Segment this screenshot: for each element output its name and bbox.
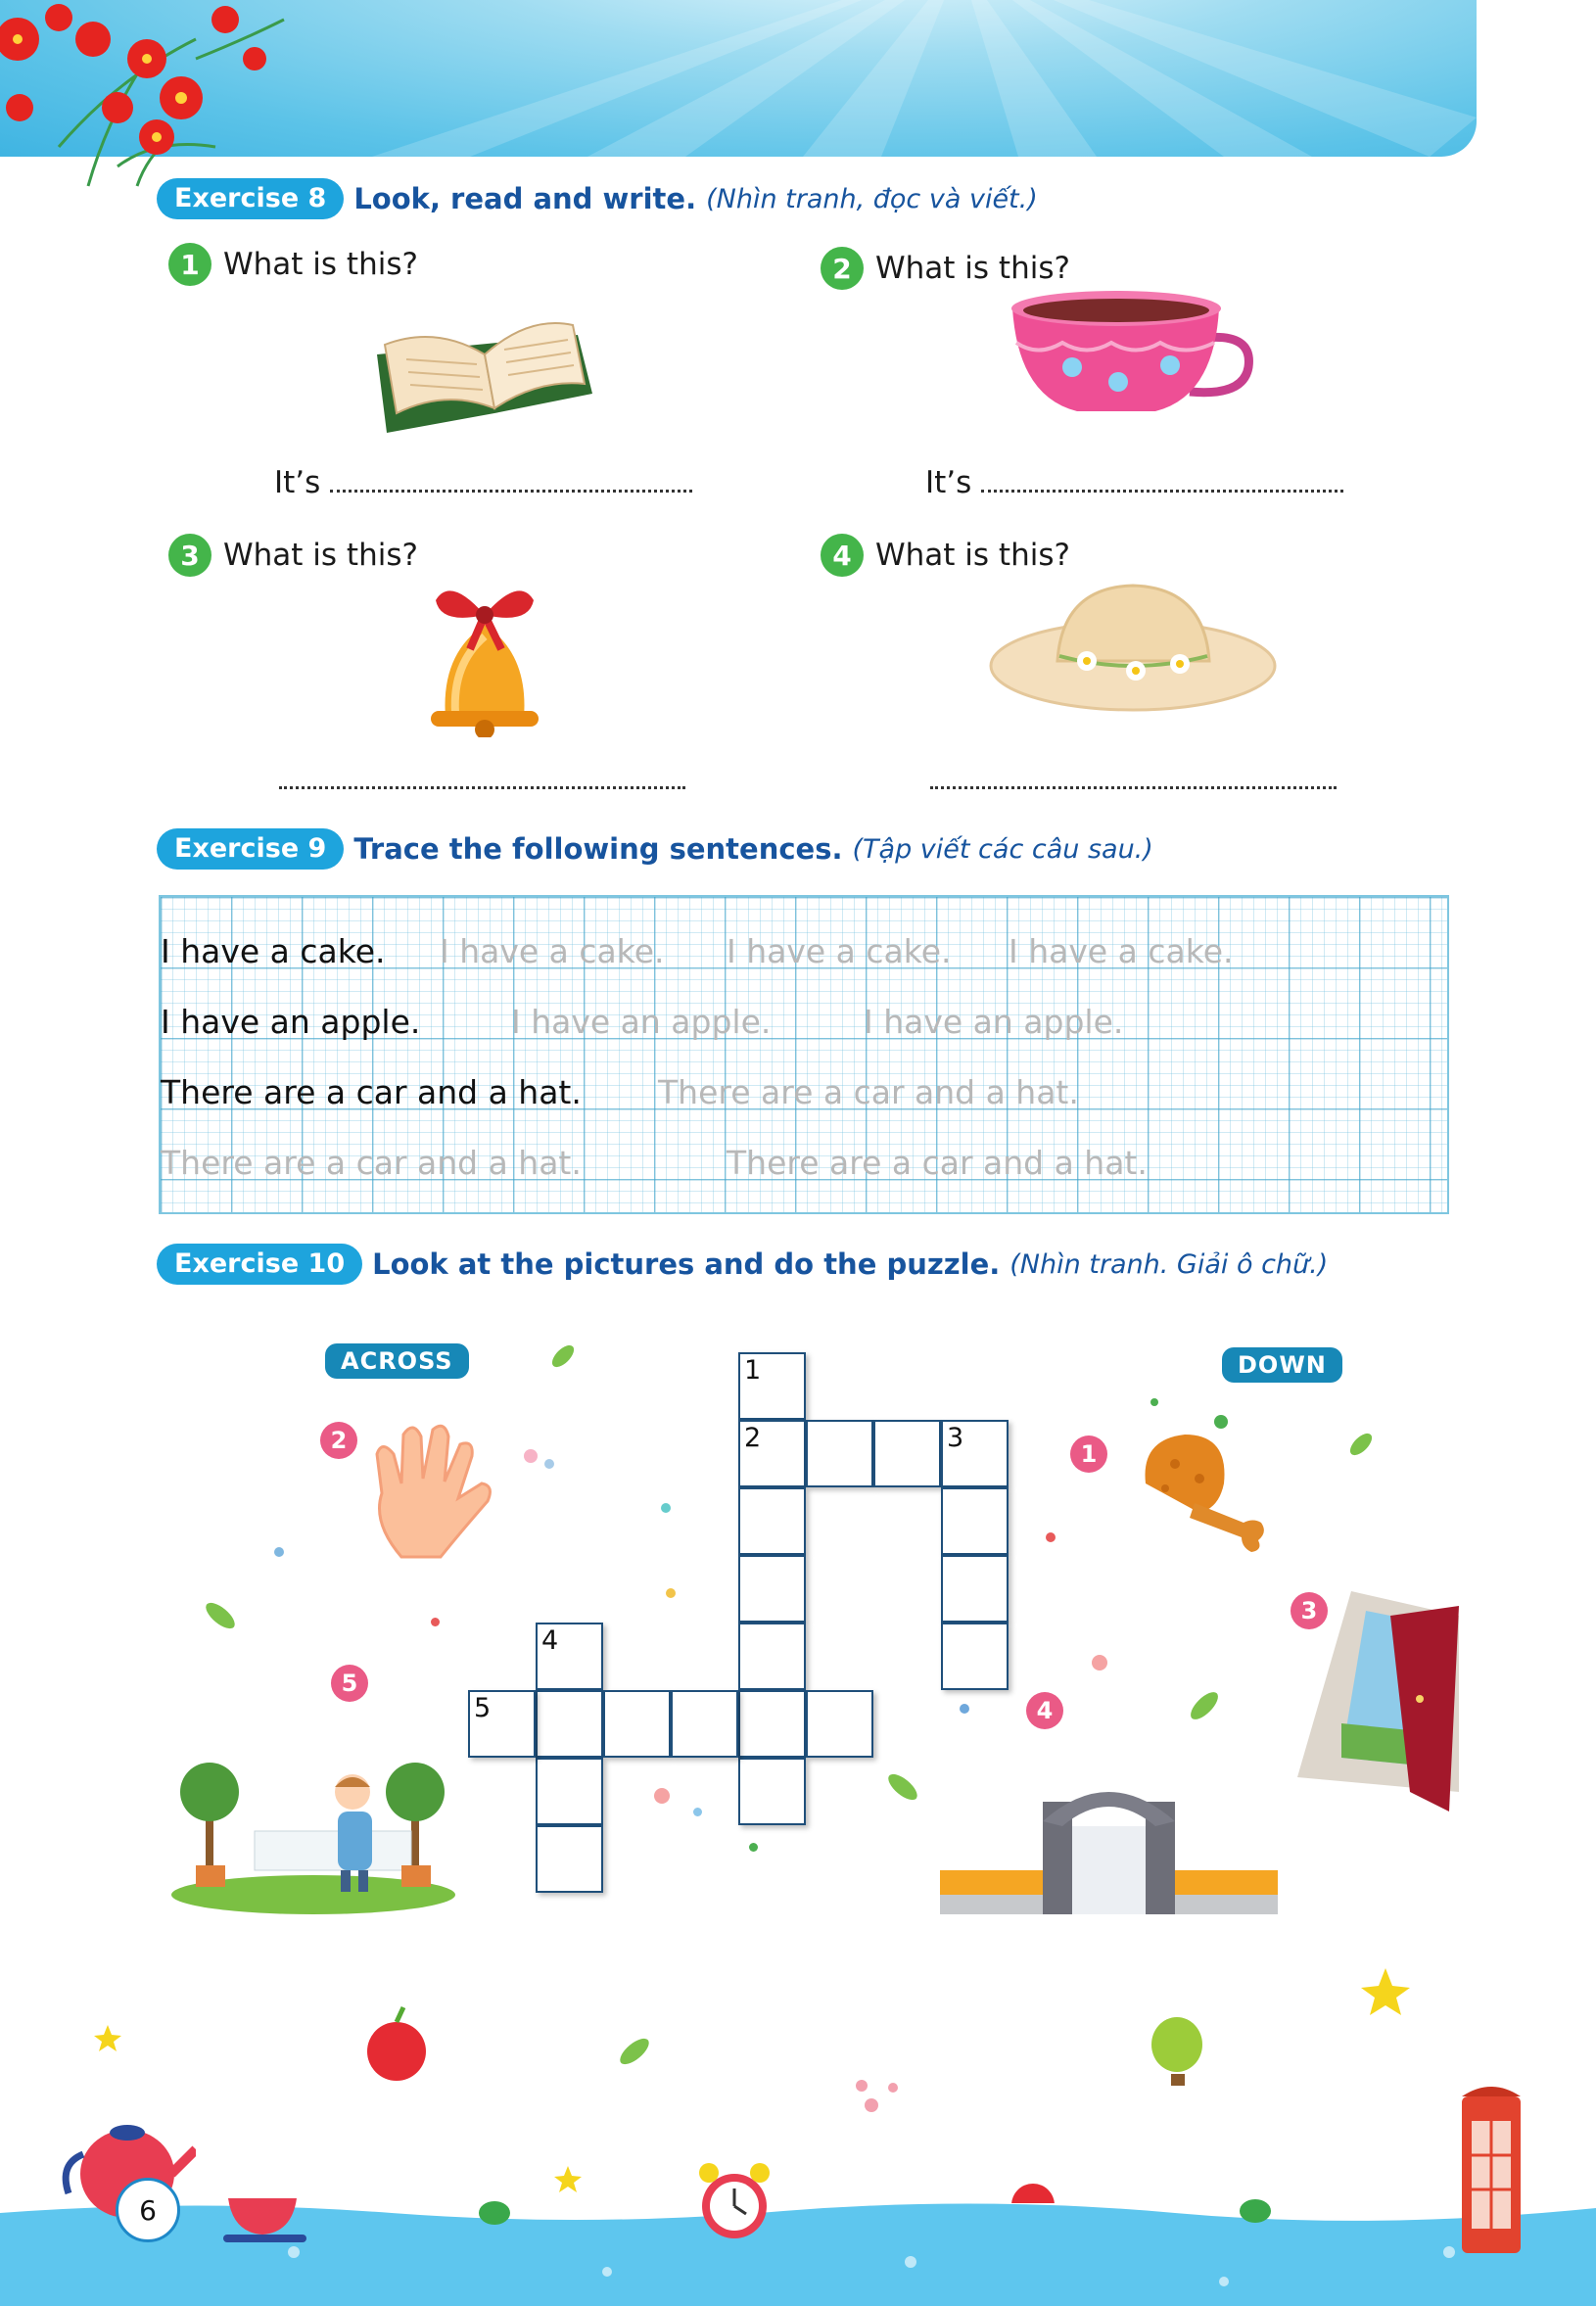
clue-number-down-3: 3 — [1291, 1592, 1328, 1629]
model-sentence: I have an apple. — [161, 1003, 421, 1041]
answer-line-3[interactable] — [279, 762, 685, 797]
cell-number: 4 — [541, 1625, 559, 1656]
trace-sentence[interactable]: There are a car and a hat. — [161, 1144, 582, 1182]
exercise-subtitle: (Nhìn tranh. Giải ô chữ.) — [1009, 1248, 1329, 1280]
exercise-8-heading — [157, 178, 1038, 219]
flower-decoration — [0, 0, 304, 196]
clue-number-down-1: 1 — [1070, 1435, 1107, 1473]
question-number: 4 — [821, 534, 864, 577]
question-3 — [168, 534, 418, 577]
model-sentence: I have a cake. — [161, 932, 386, 970]
exercise-title: Look at the pictures and do the puzzle. — [372, 1247, 1001, 1281]
tracing-grid[interactable] — [159, 895, 1449, 1214]
bell-icon — [411, 576, 558, 737]
answer-prefix: It’s — [925, 465, 972, 500]
question-text: What is this? — [875, 251, 1070, 286]
trace-sentence[interactable]: I have a cake. — [1009, 932, 1234, 970]
trace-sentence[interactable]: I have an apple. — [864, 1003, 1124, 1041]
trace-sentence[interactable]: There are a car and a hat. — [727, 1144, 1148, 1182]
trace-sentence[interactable]: There are a car and a hat. — [658, 1073, 1079, 1111]
across-label: ACROSS — [325, 1343, 469, 1379]
trace-sentence[interactable]: I have a cake. — [440, 932, 665, 970]
cell-number: 5 — [474, 1693, 492, 1723]
question-number: 2 — [821, 247, 864, 290]
exercise-subtitle: (Nhìn tranh, đọc và viết.) — [706, 183, 1038, 214]
clue-number-across-5: 5 — [331, 1665, 368, 1702]
cell-number: 2 — [744, 1423, 762, 1453]
cell-number: 3 — [947, 1423, 964, 1453]
question-text: What is this? — [223, 538, 418, 573]
phone-booth-icon — [1457, 2082, 1526, 2258]
sun-hat-icon — [989, 578, 1278, 715]
exercise-title: Trace the following sentences. — [353, 832, 843, 866]
exercise-badge: Exercise 9 — [157, 828, 344, 870]
clue-number-across-2: 2 — [320, 1422, 357, 1459]
answer-blank[interactable] — [279, 765, 685, 789]
decorations — [0, 1322, 1596, 2203]
answer-line-4[interactable] — [930, 762, 1337, 797]
question-text: What is this? — [875, 538, 1070, 573]
exercise-badge: Exercise 8 — [157, 178, 344, 219]
open-book-icon — [367, 286, 602, 443]
exercise-title: Look, read and write. — [353, 182, 697, 215]
question-1 — [168, 243, 418, 286]
question-text: What is this? — [223, 247, 418, 282]
page-number: 6 — [116, 2178, 180, 2242]
answer-blank[interactable] — [930, 765, 1337, 789]
cell-number: 1 — [744, 1355, 762, 1386]
exercise-10-heading — [157, 1244, 1328, 1285]
exercise-9-heading — [157, 828, 1153, 870]
question-number: 3 — [168, 534, 211, 577]
answer-line-1[interactable] — [274, 465, 692, 500]
alarm-clock-icon — [695, 2159, 774, 2242]
answer-blank[interactable] — [981, 468, 1343, 493]
question-2 — [821, 247, 1070, 290]
trace-sentence[interactable]: I have a cake. — [727, 932, 952, 970]
teacup-small-icon — [223, 2193, 306, 2252]
clue-number-down-4: 4 — [1026, 1692, 1063, 1729]
teacup-icon — [1009, 289, 1253, 426]
down-label: DOWN — [1222, 1347, 1342, 1383]
question-4 — [821, 534, 1070, 577]
exercise-subtitle: (Tập viết các câu sau.) — [852, 833, 1153, 865]
exercise-badge: Exercise 10 — [157, 1244, 362, 1285]
question-number: 1 — [168, 243, 211, 286]
answer-line-2[interactable] — [925, 465, 1343, 500]
trace-sentence[interactable]: I have an apple. — [511, 1003, 772, 1041]
answer-prefix: It’s — [274, 465, 321, 500]
answer-blank[interactable] — [330, 468, 692, 493]
model-sentence: There are a car and a hat. — [161, 1073, 582, 1111]
